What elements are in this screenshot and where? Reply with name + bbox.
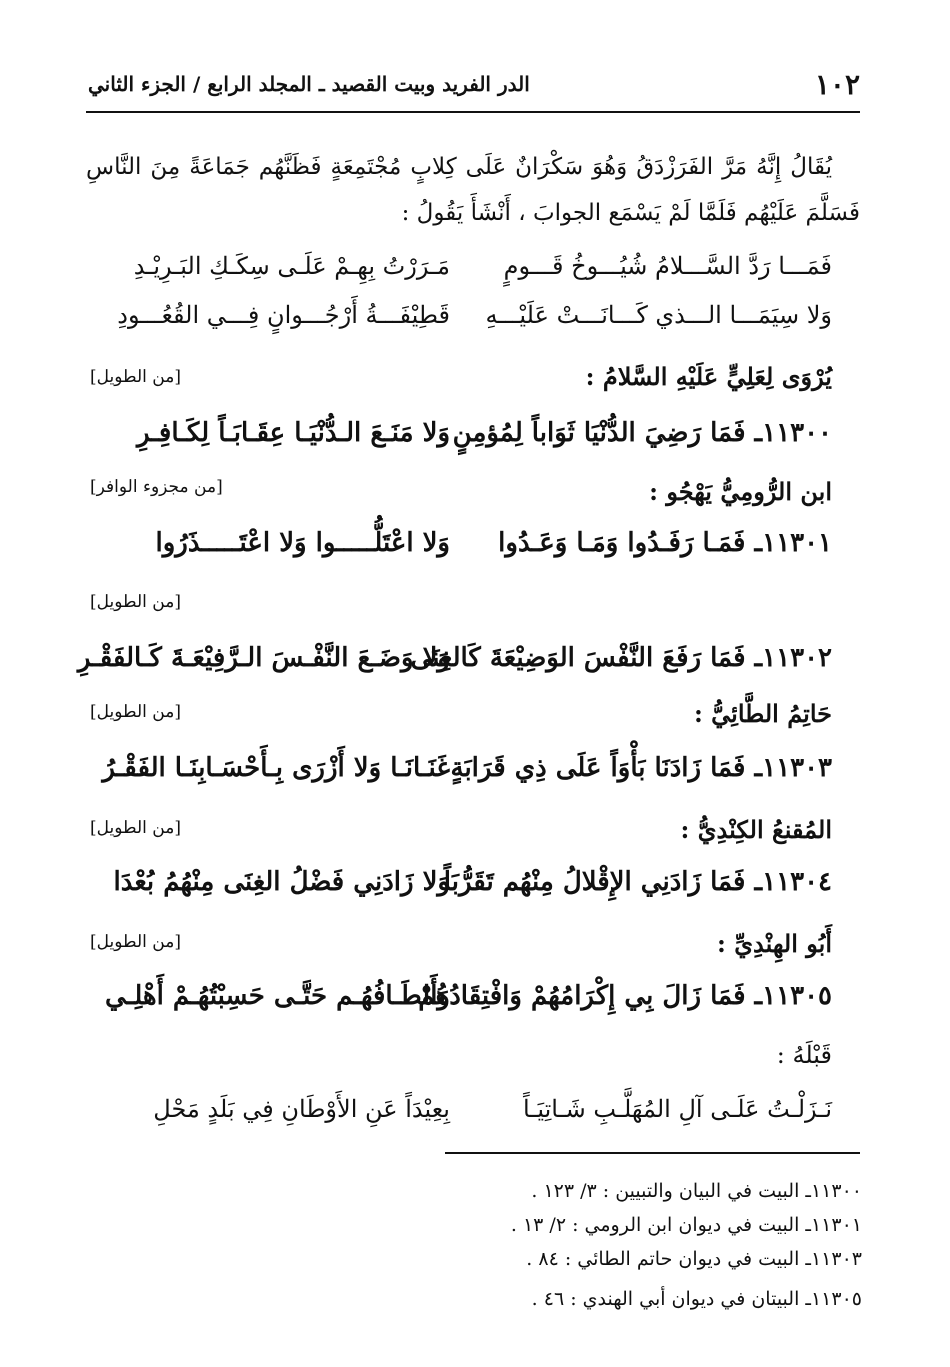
verse-hemistich-left: بِعِيْدَاً عَنِ الأَوْطَانِ فِي بَلَدٍ مَحْلِ xyxy=(153,1095,450,1123)
running-head xyxy=(88,64,860,104)
verse-hemistich-left: وَلا زَادَنِي فَضْلُ الغِنَى مِنْهُمُ بُعْدَا xyxy=(113,867,450,897)
verse-hemistich-right: ١١٣٠٥ـ فَمَا زَالَ بِي إِكْرَامُهُمْ وَافْتِقَادُهُمْ xyxy=(418,981,832,1011)
verse-line xyxy=(0,292,950,338)
verse-line xyxy=(0,243,950,289)
verse-hemistich-right: ١١٣٠٤ـ فَمَا زَادَنِي الإِقْلالُ مِنْهُم تَقَرُّبَاً xyxy=(443,867,832,897)
verse-hemistich-left: وَلا وَضَـعَ النَّفْـسَ الـرَّفِيْعَـةَ كَـالفَقْـرِ xyxy=(77,643,450,673)
meter-label: [من الطويل] xyxy=(90,932,181,952)
verse-hemistich-right: ١١٣٠١ـ فَمَـا رَفَـدُوا وَمَـا وَعَـدُوا xyxy=(498,528,832,558)
verse-hemistich-right: نَـزَلْـتُ عَلَـى آلِ المُهَلَّـبِ شَـاتِيَـاً xyxy=(523,1095,832,1123)
running-title: الدر الفريد وبيت القصيد ـ المجلد الرابع / الجزء الثاني xyxy=(88,72,530,96)
meter-label: [من الطويل] xyxy=(90,702,181,722)
verse-line xyxy=(0,410,950,456)
verse-line xyxy=(0,520,950,566)
preceding-verse-label: قَبْلَهُ : xyxy=(776,1041,832,1069)
footnote-rule xyxy=(445,1152,860,1154)
poet-attribution: حَاتِمُ الطَّائِيُّ : xyxy=(693,698,832,728)
footnote: ١١٣٠٣ـ البيت في ديوان حاتم الطائي : ٨٤ . xyxy=(526,1248,862,1270)
verse-hemistich-right: فَمَـــا رَدَّ السَّـــلامُ شُيُـــوخُ قَـــومٍ xyxy=(503,252,832,280)
meter-label: [من الطويل] xyxy=(90,592,181,612)
verse-hemistich-right: ١١٣٠٠ـ فَمَا رَضِيَ الدُّنْيَا ثَوَاباً لِمُؤمِنٍ xyxy=(452,418,832,448)
meter-label: [من الطويل] xyxy=(90,818,181,838)
footnote: ١١٣٠١ـ البيت في ديوان ابن الرومي : ٢/ ١٣ . xyxy=(510,1214,862,1236)
verse-hemistich-left: مَـرَرْتُ بِهِـمْ عَلَـى سِكَـكِ البَـرِيْـدِ xyxy=(133,252,450,280)
poet-attribution: يُرْوَى لِعَلِيٍّ عَلَيْهِ السَّلامُ : xyxy=(585,361,832,391)
page-number: ١٠٢ xyxy=(814,67,860,101)
verse-hemistich-left: وَأَلطَـافُهُـم حَتَّـى حَسِبْتُهُـمْ أَهْلِـي xyxy=(105,981,450,1011)
footnote: ١١٣٠٠ـ البيت في البيان والتبيين : ٣/ ١٢٣ . xyxy=(531,1180,862,1202)
verse-hemistich-left: وَلا اعْتَلُّـــــوا وَلا اعْتَـــــذَرُوا xyxy=(155,528,450,558)
verse-line xyxy=(0,745,950,791)
verse-line xyxy=(0,859,950,905)
poet-attribution: المُقنعُ الكِنْدِيُّ : xyxy=(680,814,832,844)
meter-label: [من مجزوء الوافر] xyxy=(90,477,223,497)
verse-hemistich-right: ١١٣٠٣ـ فَمَا زَادَنَا بَأْوَاً عَلَى ذِي قَرَابَةٍ xyxy=(450,753,832,783)
verse-line xyxy=(0,635,950,681)
verse-hemistich-right: وَلا سِيَمَـــا الـــذي كَـــانَـــتْ عَلَيْـــهِ xyxy=(485,301,832,329)
verse-line xyxy=(0,973,950,1019)
verse-hemistich-left: قَطِيْفَـــةُ أَرْجُـــوانٍ فِـــي القُعُـــودِ xyxy=(117,301,450,329)
footnote: ١١٣٠٥ـ البيتان في ديوان أبي الهندي : ٤٦ . xyxy=(531,1288,862,1310)
poet-attribution: أَبُو الهِنْدِيِّ : xyxy=(717,928,832,958)
verse-hemistich-left: وَلا مَنَـعَ الـدُّنْيَـا عِقَـابَـاً لِكَـافِـرِ xyxy=(136,418,450,448)
header-rule xyxy=(86,111,860,113)
verse-hemistich-left: غَنَـانَـا وَلا أَزْرَى بِـأَحْسَـابِنَـا الفَقْـرُ xyxy=(102,753,450,783)
poet-attribution: ابن الرُّومِيُّ يَهْجُو : xyxy=(649,476,832,506)
intro-paragraph: يُقَالُ إِنَّهُ مَرَّ الفَرَزْدَقُ وَهُوَ سَكْرَانٌ عَلَى كِلابٍ مُجْتَمِعَةٍ فَظَنَّهُم جَمَاعَةً مِنَ النَّاسِ فَسَلَّمَ عَلَيْهُم فَلَمَّا لَمْ يَسْمَع الجوابَ ، أَنْشَأَ يَقُولُ : xyxy=(86,154,860,226)
meter-label: [من الطويل] xyxy=(90,367,181,387)
verse-line xyxy=(0,1086,950,1132)
verse-hemistich-right: ١١٣٠٢ـ فَمَا رَفَعَ النَّفْسَ الوَضِيْعَةَ كَالغِنَى xyxy=(410,643,832,673)
